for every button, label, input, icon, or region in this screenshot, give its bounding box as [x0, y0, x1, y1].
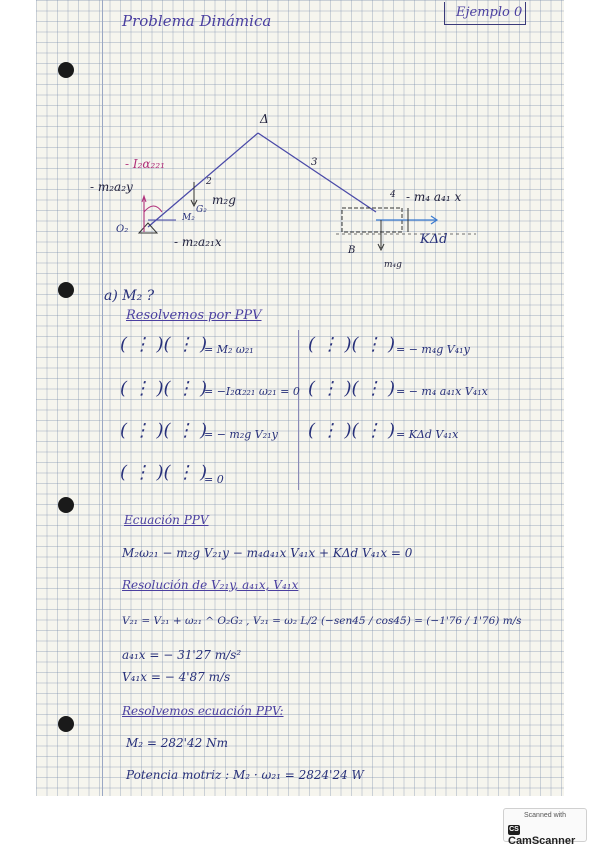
ground-support: [139, 223, 157, 233]
page-tag: Ejemplo 0: [456, 5, 523, 20]
matrix-bracket: ( ⋮ )( ⋮ ): [120, 378, 207, 399]
solve-title: Resolvemos ecuación PPV:: [122, 704, 284, 718]
matrix-bracket: ( ⋮ )( ⋮ ): [120, 462, 207, 483]
m4a4x-label: - m₄ a₄₁ x: [406, 190, 462, 204]
resolution-title: Resolución de V₂₁y, a₄₁x, V₄₁x: [122, 578, 299, 592]
result-power: Potencia motriz : M₂ · ω₂₁ = 2824'24 W: [126, 768, 364, 782]
acceleration-line: a₄₁x = − 31'27 m/s²: [122, 648, 242, 662]
row2-left: = −I₂α₂₂₁ ω₂₁ = 0: [204, 385, 300, 398]
page-title: Problema Dinámica: [122, 12, 272, 30]
binder-hole: [58, 282, 74, 298]
joint-4-label: 4: [390, 190, 396, 200]
o2-label: O₂: [116, 224, 129, 235]
row3-right: = KΔd V₄₁x: [396, 428, 459, 441]
top-joint-label: Δ: [260, 112, 269, 126]
ppv-equation: M₂ω₂₁ − m₂g V₂₁y − m₄a₄₁x V₄₁x + KΔd V₄₁x = 0: [122, 546, 413, 560]
binder-hole: [58, 497, 74, 513]
row4-left: = 0: [204, 473, 224, 486]
equation-title: Ecuación PPV: [124, 513, 209, 527]
matrix-bracket: ( ⋮ )( ⋮ ): [120, 420, 207, 441]
m4g-label: m₄g: [384, 260, 402, 270]
watermark-caption: Scanned with: [523, 812, 567, 819]
m2g-label: m₂g: [212, 193, 236, 207]
watermark-brand-row: [508, 823, 586, 847]
velocity-line: V₂₁ = V₂₁ + ω₂₁ ^ O₂G₂ , V₂₁ = ω₂ L/2 (−sen45 / cos45) = (−1'76 / 1'76) m/s: [122, 615, 522, 627]
part-a-heading: a) M₂ ?: [104, 288, 155, 304]
g2-label: G₂: [196, 205, 207, 215]
matrix-bracket: ( ⋮ )( ⋮ ): [120, 334, 207, 355]
m2a2y-label: - m₂a₂y: [90, 180, 133, 194]
velocity-4-line: V₄₁x = − 4'87 m/s: [122, 670, 231, 684]
camscanner-logo-icon: CS: [509, 826, 519, 833]
scanner-watermark: [503, 808, 587, 847]
m2-label: M₂: [182, 213, 195, 223]
ppv-subtitle: Resolvemos por PPV: [126, 308, 262, 323]
row2-right: = − m₄ a₄₁x V₄₁x: [396, 385, 488, 398]
row3-left: = − m₂g V₂₁y: [204, 428, 278, 441]
column-divider: [298, 330, 299, 490]
joint-2-label: 2: [206, 177, 212, 187]
watermark-brand: CamScanner: [508, 835, 576, 847]
matrix-bracket: ( ⋮ )( ⋮ ): [308, 334, 395, 355]
notebook-page: [36, 0, 564, 796]
binder-hole: [58, 716, 74, 732]
spring-force-label: KΔd: [420, 232, 448, 247]
result-m2: M₂ = 282'42 Nm: [126, 736, 228, 750]
matrix-bracket: ( ⋮ )( ⋮ ): [308, 420, 395, 441]
row1-right: = − m₄g V₄₁y: [396, 343, 470, 356]
matrix-bracket: ( ⋮ )( ⋮ ): [308, 378, 395, 399]
b-label: B: [348, 245, 356, 256]
inertia-couple-label: - I₂α₂₂₁: [125, 157, 165, 171]
bar-number: 3: [311, 157, 318, 168]
binder-hole: [58, 62, 74, 78]
bar-3: [258, 133, 376, 212]
row1-left: = M₂ ω₂₁: [204, 343, 254, 356]
m2a2x-label: - m₂a₂₁x: [174, 235, 222, 249]
